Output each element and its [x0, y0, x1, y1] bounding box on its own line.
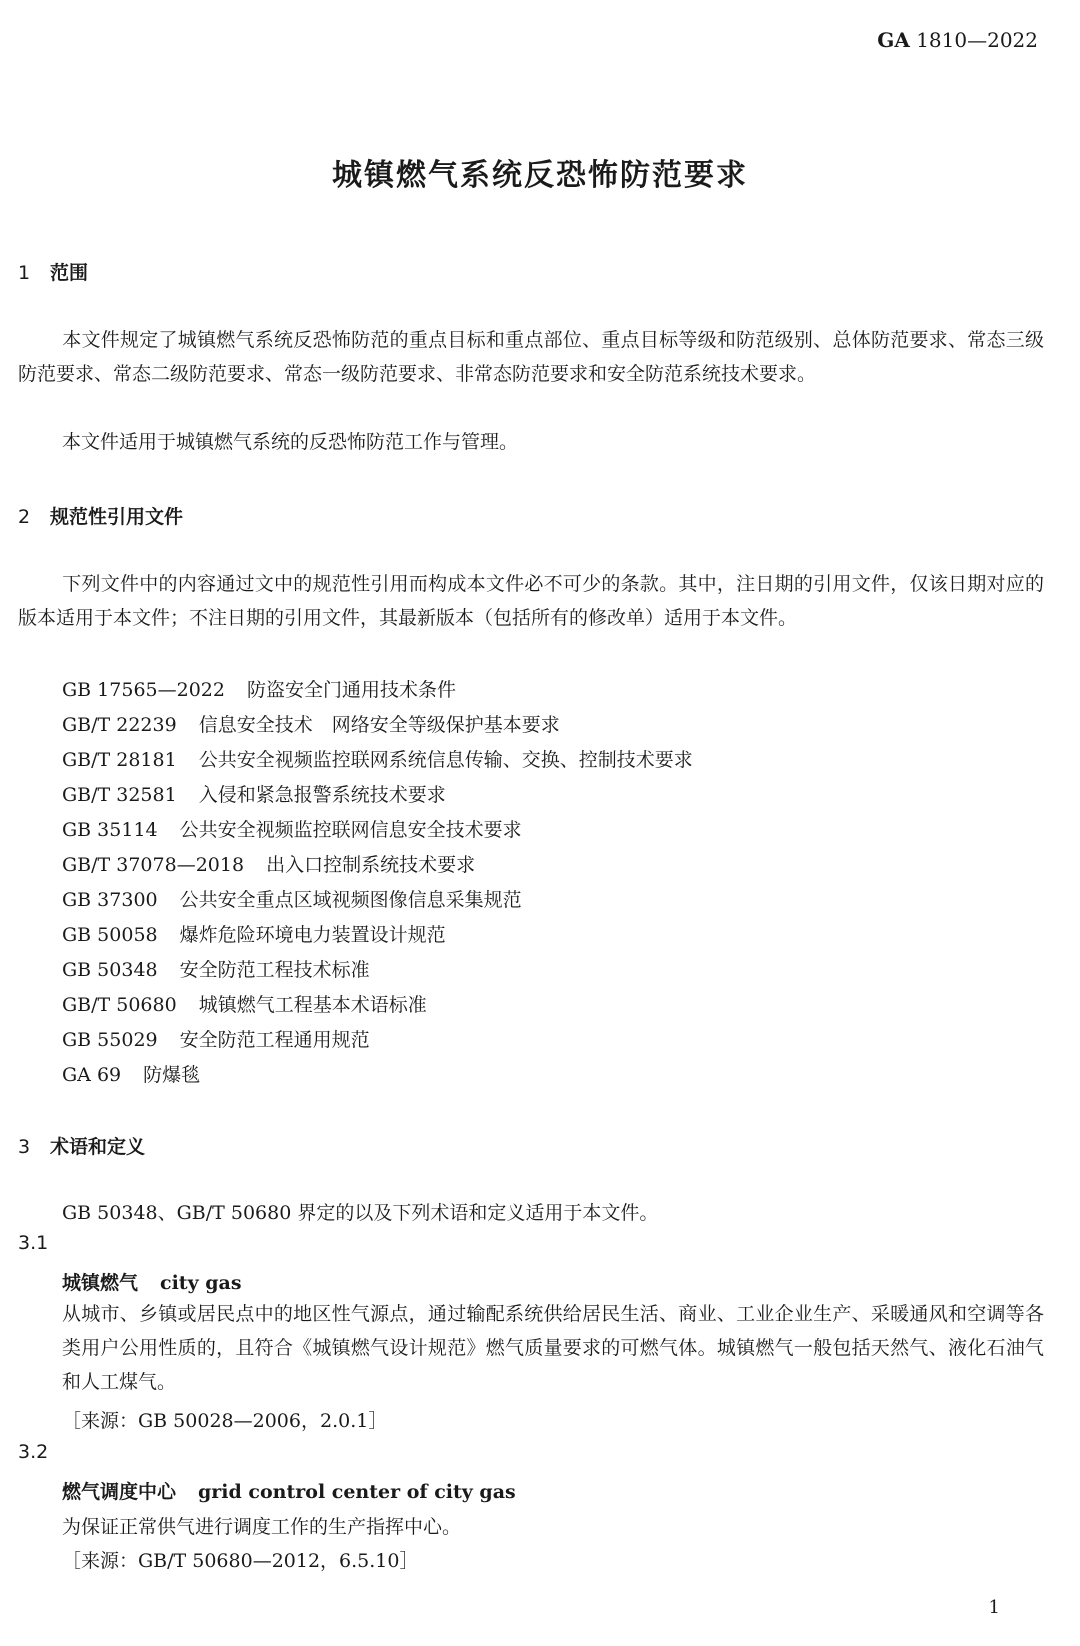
reference-code: GB/T 37078—2018	[62, 854, 245, 876]
section-heading-scope	[18, 258, 88, 285]
reference-item	[62, 1025, 370, 1052]
term-number: 3.1	[18, 1232, 49, 1254]
reference-item	[62, 780, 446, 807]
term-definition: 为保证正常供气进行调度工作的生产指挥中心。	[62, 1516, 462, 1538]
reference-code: GB 55029	[62, 1029, 158, 1051]
reference-code: GB 50058	[62, 924, 158, 946]
terms-intro: GB 50348、GB/T 50680 界定的以及下列术语和定义适用于本文件。	[62, 1202, 659, 1224]
reference-item	[62, 745, 693, 772]
reference-code: GB/T 32581	[62, 784, 177, 806]
reference-item	[62, 710, 560, 737]
reference-code: GA 69	[62, 1064, 122, 1086]
reference-item	[62, 815, 522, 842]
reference-title: 安全防范工程技术标准	[179, 959, 370, 981]
standard-number: 1810—2022	[916, 28, 1038, 52]
applicability-text: 本文件适用于城镇燃气系统的反恐怖防范工作与管理。	[62, 431, 519, 453]
reference-title: 防爆毯	[143, 1064, 201, 1086]
section-number: 3	[18, 1136, 31, 1158]
reference-title: 防盗安全门通用技术条件	[246, 679, 456, 701]
term-source: ［来源：GB 50028—2006，2.0.1］	[62, 1410, 388, 1432]
reference-item	[62, 885, 522, 912]
page-number: 1	[988, 1597, 1000, 1618]
reference-title: 入侵和紧急报警系统技术要求	[198, 784, 446, 806]
scope-text: 本文件规定了城镇燃气系统反恐怖防范的重点目标和重点部位、重点目标等级和防范级别、总体防范要求、常态三级防范要求、常态二级防范要求、常态一级防范要求、非常态防范要求和安全防范系统技术要求。	[18, 329, 1044, 385]
reference-title: 公共安全视频监控联网系统信息传输、交换、控制技术要求	[198, 749, 693, 771]
term-heading	[62, 1477, 516, 1504]
reference-title: 城镇燃气工程基本术语标准	[198, 994, 427, 1016]
reference-code: GB/T 28181	[62, 749, 177, 771]
term-english: city gas	[160, 1272, 242, 1294]
reference-item	[62, 850, 475, 877]
section-title: 术语和定义	[50, 1136, 146, 1158]
section-number: 2	[18, 506, 31, 528]
term-english: grid control center of city gas	[198, 1481, 516, 1503]
section-heading-normative-references	[18, 502, 183, 529]
reference-title: 信息安全技术 网络安全等级保护基本要求	[198, 714, 560, 736]
reference-item	[62, 955, 370, 982]
scope-paragraph	[18, 323, 1044, 391]
section-number: 1	[18, 262, 31, 284]
term-source: ［来源：GB/T 50680—2012，6.5.10］	[62, 1550, 419, 1572]
term-number: 3.2	[18, 1441, 49, 1463]
standard-code	[877, 28, 1038, 52]
reference-code: GB/T 50680	[62, 994, 177, 1016]
document-title: 城镇燃气系统反恐怖防范要求	[332, 158, 748, 193]
reference-title: 爆炸危险环境电力装置设计规范	[179, 924, 446, 946]
term-chinese: 燃气调度中心	[62, 1481, 177, 1503]
reference-code: GB 35114	[62, 819, 158, 841]
reference-title: 公共安全视频监控联网信息安全技术要求	[179, 819, 522, 841]
applicability-paragraph	[18, 425, 1044, 459]
reference-item	[62, 675, 456, 702]
section-title: 范围	[50, 262, 89, 284]
term-definition	[62, 1297, 1044, 1399]
term-definition-text: 从城市、乡镇或居民点中的地区性气源点，通过输配系统供给居民生活、商业、工业企业生产、采暖通风和空调等各类用户公用性质的，且符合《城镇燃气设计规范》燃气质量要求的可燃气体。城镇燃气一般包括天然气、液化石油气和人工煤气。	[62, 1303, 1044, 1393]
references-intro-paragraph	[18, 567, 1044, 635]
reference-title: 出入口控制系统技术要求	[266, 854, 476, 876]
section-title: 规范性引用文件	[50, 506, 184, 528]
reference-item	[62, 1060, 200, 1087]
reference-code: GB 37300	[62, 889, 158, 911]
reference-code: GB/T 22239	[62, 714, 177, 736]
reference-item	[62, 990, 427, 1017]
reference-code: GB 17565—2022	[62, 679, 225, 701]
reference-item	[62, 920, 446, 947]
section-heading-terms	[18, 1132, 145, 1159]
term-heading	[62, 1268, 242, 1295]
reference-title: 安全防范工程通用规范	[179, 1029, 370, 1051]
standard-prefix: GA	[877, 28, 910, 52]
term-chinese: 城镇燃气	[62, 1272, 139, 1294]
reference-code: GB 50348	[62, 959, 158, 981]
references-intro-text: 下列文件中的内容通过文中的规范性引用而构成本文件必不可少的条款。其中，注日期的引用文件，仅该日期对应的版本适用于本文件；不注日期的引用文件，其最新版本（包括所有的修改单）适用于本文件。	[18, 573, 1044, 629]
reference-title: 公共安全重点区域视频图像信息采集规范	[179, 889, 522, 911]
